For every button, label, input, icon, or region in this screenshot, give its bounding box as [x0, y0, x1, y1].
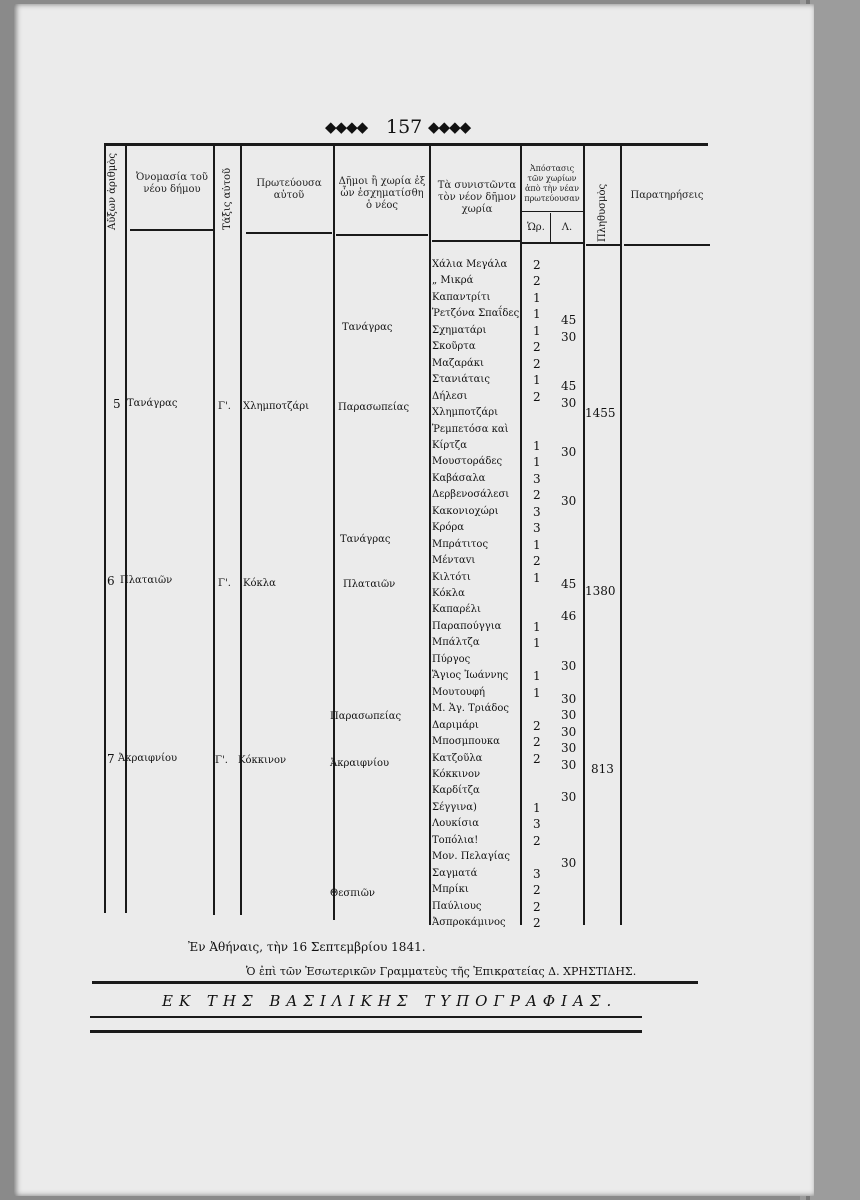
village-hours: 1: [533, 439, 541, 453]
village-name: Κατζοῦλα: [432, 753, 483, 764]
village-minutes: 30: [561, 692, 577, 706]
col-border-7: [583, 145, 585, 925]
village-name: Ῥετζόνα Σπαΐδες: [432, 308, 520, 319]
village-name: Λουκίσια: [432, 818, 479, 829]
former-deme: Τανάγρας: [342, 322, 393, 333]
header-paratiriseis: Παρατηρήσεις: [630, 190, 704, 201]
village-minutes: 30: [561, 758, 577, 772]
village-minutes: 30: [561, 790, 577, 804]
village-hours: 2: [533, 390, 541, 404]
village-name: Μουστοράδες: [432, 456, 503, 467]
header-synistonta: Τὰ συνιστῶντα τὸν νέον δῆμον χωρία: [437, 180, 517, 215]
village-name: Δερβενοσάλεσι: [432, 489, 510, 500]
deme-class: Γ'.: [218, 578, 231, 589]
col-border-3: [240, 145, 242, 915]
village-hours: 1: [533, 307, 541, 321]
header-onomasia: Ὀνομασία τοῦ νέου δήμου: [136, 172, 208, 195]
village-name: Ἀσπροκάμινος: [432, 917, 506, 928]
village-hours: 1: [533, 455, 541, 469]
village-hours: 3: [533, 867, 541, 881]
village-hours: 1: [533, 686, 541, 700]
village-name: Μ. Ἁγ. Τριάδος: [432, 703, 510, 714]
village-name: „ Μικρά: [432, 275, 474, 286]
village-name: Μον. Πελαγίας: [432, 851, 510, 862]
village-hours: 2: [533, 340, 541, 354]
page-number: 157: [386, 116, 423, 138]
header-rule-2: [246, 232, 332, 234]
village-hours: 2: [533, 883, 541, 897]
former-deme: Τανάγρας: [340, 534, 391, 545]
header-rule-3: [336, 234, 428, 236]
village-name: Ἅγιος Ἰωάννης: [432, 670, 509, 681]
header-aukson-arithmos: Αὔξων ἀριθμὸς: [107, 153, 118, 230]
village-minutes: 45: [561, 379, 577, 393]
deme-name: Ἀκραιφνίου: [118, 753, 178, 764]
header-rule-1: [130, 229, 214, 231]
deme-population: 1380: [585, 584, 616, 598]
village-minutes: 30: [561, 708, 577, 722]
village-name: Μαζαράκι: [432, 358, 484, 369]
imprint-line: ΕΚ ΤΗΣ ΒΑΣΙΛΙΚΗΣ ΤΥΠΟΓΡΑΦΙΑΣ.: [162, 992, 618, 1010]
village-name: Κιλτότι: [432, 572, 471, 583]
header-demoi: Δῆμοι ἢ χωρία ἐξ ὧν ἐσχηματίσθη ὁ νέος: [338, 176, 426, 211]
former-deme: Παρασωπείας: [338, 402, 410, 413]
village-name: Χάλια Μεγάλα: [432, 259, 508, 270]
village-hours: 1: [533, 620, 541, 634]
village-minutes: 46: [561, 609, 577, 623]
village-minutes: 30: [561, 856, 577, 870]
village-name: Στανιάταις: [432, 374, 490, 385]
village-name: Καπαντρίτι: [432, 292, 491, 303]
village-name: Χλημποτζάρι: [432, 407, 499, 418]
village-hours: 2: [533, 357, 541, 371]
village-name: Μουτουφή: [432, 687, 485, 698]
table-top-rule: [104, 143, 708, 146]
village-hours: 1: [533, 373, 541, 387]
footer-rule-bottom-2: [90, 1030, 642, 1033]
village-minutes: 30: [561, 659, 577, 673]
header-rule-5: [522, 242, 584, 244]
village-name: Κρόρα: [432, 522, 465, 533]
village-name: Δαριμάρι: [432, 720, 479, 731]
former-deme: Θεσπιῶν: [330, 888, 375, 899]
deme-population: 813: [591, 762, 614, 776]
header-plithysmos: Πληθυσμὸς: [597, 183, 608, 242]
village-hours: 1: [533, 571, 541, 585]
deme-capital: Κόκκινον: [238, 755, 287, 766]
village-name: Παραπούγγια: [432, 621, 502, 632]
signature-line: Ὁ ἐπὶ τῶν Ἐσωτερικῶν Γραμματεὺς τῆς Ἐπικρατείας Δ. ΧΡΗΣΤΙΔΗΣ.: [246, 965, 637, 978]
village-hours: 2: [533, 916, 541, 930]
col-border-4: [333, 145, 335, 920]
village-hours: 2: [533, 554, 541, 568]
village-hours: 2: [533, 900, 541, 914]
header-proteuousa: Πρωτεύουσα αὐτοῦ: [256, 178, 322, 201]
footer-rule-top: [92, 981, 698, 984]
col-border-2: [213, 145, 215, 915]
village-hours: 2: [533, 735, 541, 749]
village-name: Ῥεμπετόσα καὶ: [432, 424, 509, 435]
village-name: Τοπόλια!: [432, 835, 479, 846]
header-taxis: Τάξις αὐτοῦ: [222, 167, 233, 230]
village-hours: 2: [533, 719, 541, 733]
village-name: Μπράτιτος: [432, 539, 489, 550]
distance-subrule: [520, 211, 584, 212]
village-hours: 1: [533, 801, 541, 815]
village-name: Δήλεσι: [432, 391, 468, 402]
col-border-1: [125, 143, 127, 913]
deme-number: 5: [113, 397, 121, 411]
col-border-0: [104, 143, 106, 913]
village-name: Κόκλα: [432, 588, 465, 599]
village-hours: 1: [533, 324, 541, 338]
deme-name: Τανάγρας: [127, 398, 178, 409]
village-hours: 3: [533, 505, 541, 519]
col-border-5: [429, 145, 431, 925]
header-apostasis: Ἀπόστασις τῶν χωρίων ἀπὸ τὴν νέαν πρωτεύουσαν: [524, 164, 580, 203]
village-hours: 1: [533, 291, 541, 305]
date-line: Ἐν Ἀθήναις, τὴν 16 Σεπτεμβρίου 1841.: [188, 940, 426, 954]
former-deme: Πλαταιῶν: [343, 579, 396, 590]
village-minutes: 30: [561, 494, 577, 508]
deme-number: 6: [107, 574, 115, 588]
deme-class: Γ'.: [218, 401, 231, 412]
footer-rule-bottom-1: [90, 1016, 642, 1018]
village-name: Μπάλτζα: [432, 637, 480, 648]
village-minutes: 30: [561, 396, 577, 410]
village-name: Κακονιοχώρι: [432, 506, 499, 517]
header-rule-7: [624, 244, 710, 246]
village-minutes: 30: [561, 330, 577, 344]
header-rule-4: [432, 240, 522, 242]
col-border-6: [520, 145, 522, 925]
village-name: Παύλιους: [432, 901, 482, 912]
deme-name: Πλαταιῶν: [120, 575, 173, 586]
village-hours: 1: [533, 538, 541, 552]
village-minutes: 30: [561, 445, 577, 459]
village-minutes: 45: [561, 313, 577, 327]
header-hours: Ὡρ.: [527, 222, 545, 233]
col-border-8: [620, 145, 622, 925]
header-minutes: Λ.: [561, 222, 573, 233]
village-hours: 2: [533, 274, 541, 288]
village-name: Σέγγινα): [432, 802, 477, 813]
deme-capital: Χλημποτζάρι: [243, 401, 310, 412]
village-name: Κόκκινον: [432, 769, 481, 780]
village-hours: 2: [533, 258, 541, 272]
village-hours: 2: [533, 752, 541, 766]
village-name: Καπαρέλι: [432, 604, 481, 615]
village-name: Κίρτζα: [432, 440, 467, 451]
village-name: Σαγματά: [432, 868, 478, 879]
village-hours: 3: [533, 521, 541, 535]
deme-number: 7: [107, 752, 115, 766]
header-rule-6: [586, 244, 622, 246]
former-deme: Παρασωπείας: [330, 711, 402, 722]
village-name: Καβάσαλα: [432, 473, 486, 484]
village-minutes: 45: [561, 577, 577, 591]
village-hours: 3: [533, 472, 541, 486]
village-name: Μένταvι: [432, 555, 476, 566]
village-name: Πύργος: [432, 654, 471, 665]
village-minutes: 30: [561, 725, 577, 739]
village-hours: 1: [533, 636, 541, 650]
ornament-right: ◆◆◆◆: [428, 118, 471, 136]
col-border-hm: [550, 213, 551, 243]
deme-class: Γ'.: [215, 755, 228, 766]
village-name: Μποσμπουκα: [432, 736, 500, 747]
ornament-left: ◆◆◆◆: [325, 118, 368, 136]
village-name: Μπρίκι: [432, 884, 469, 895]
deme-population: 1455: [585, 406, 616, 420]
village-hours: 2: [533, 488, 541, 502]
village-name: Σχηματάρι: [432, 325, 487, 336]
village-hours: 1: [533, 669, 541, 683]
village-hours: 2: [533, 834, 541, 848]
village-name: Σκοῦρτα: [432, 341, 476, 352]
village-name: Καρδίτζα: [432, 785, 480, 796]
former-deme: Ἀκραιφνίου: [330, 758, 390, 769]
village-hours: 3: [533, 817, 541, 831]
village-minutes: 30: [561, 741, 577, 755]
deme-capital: Κόκλα: [243, 578, 276, 589]
